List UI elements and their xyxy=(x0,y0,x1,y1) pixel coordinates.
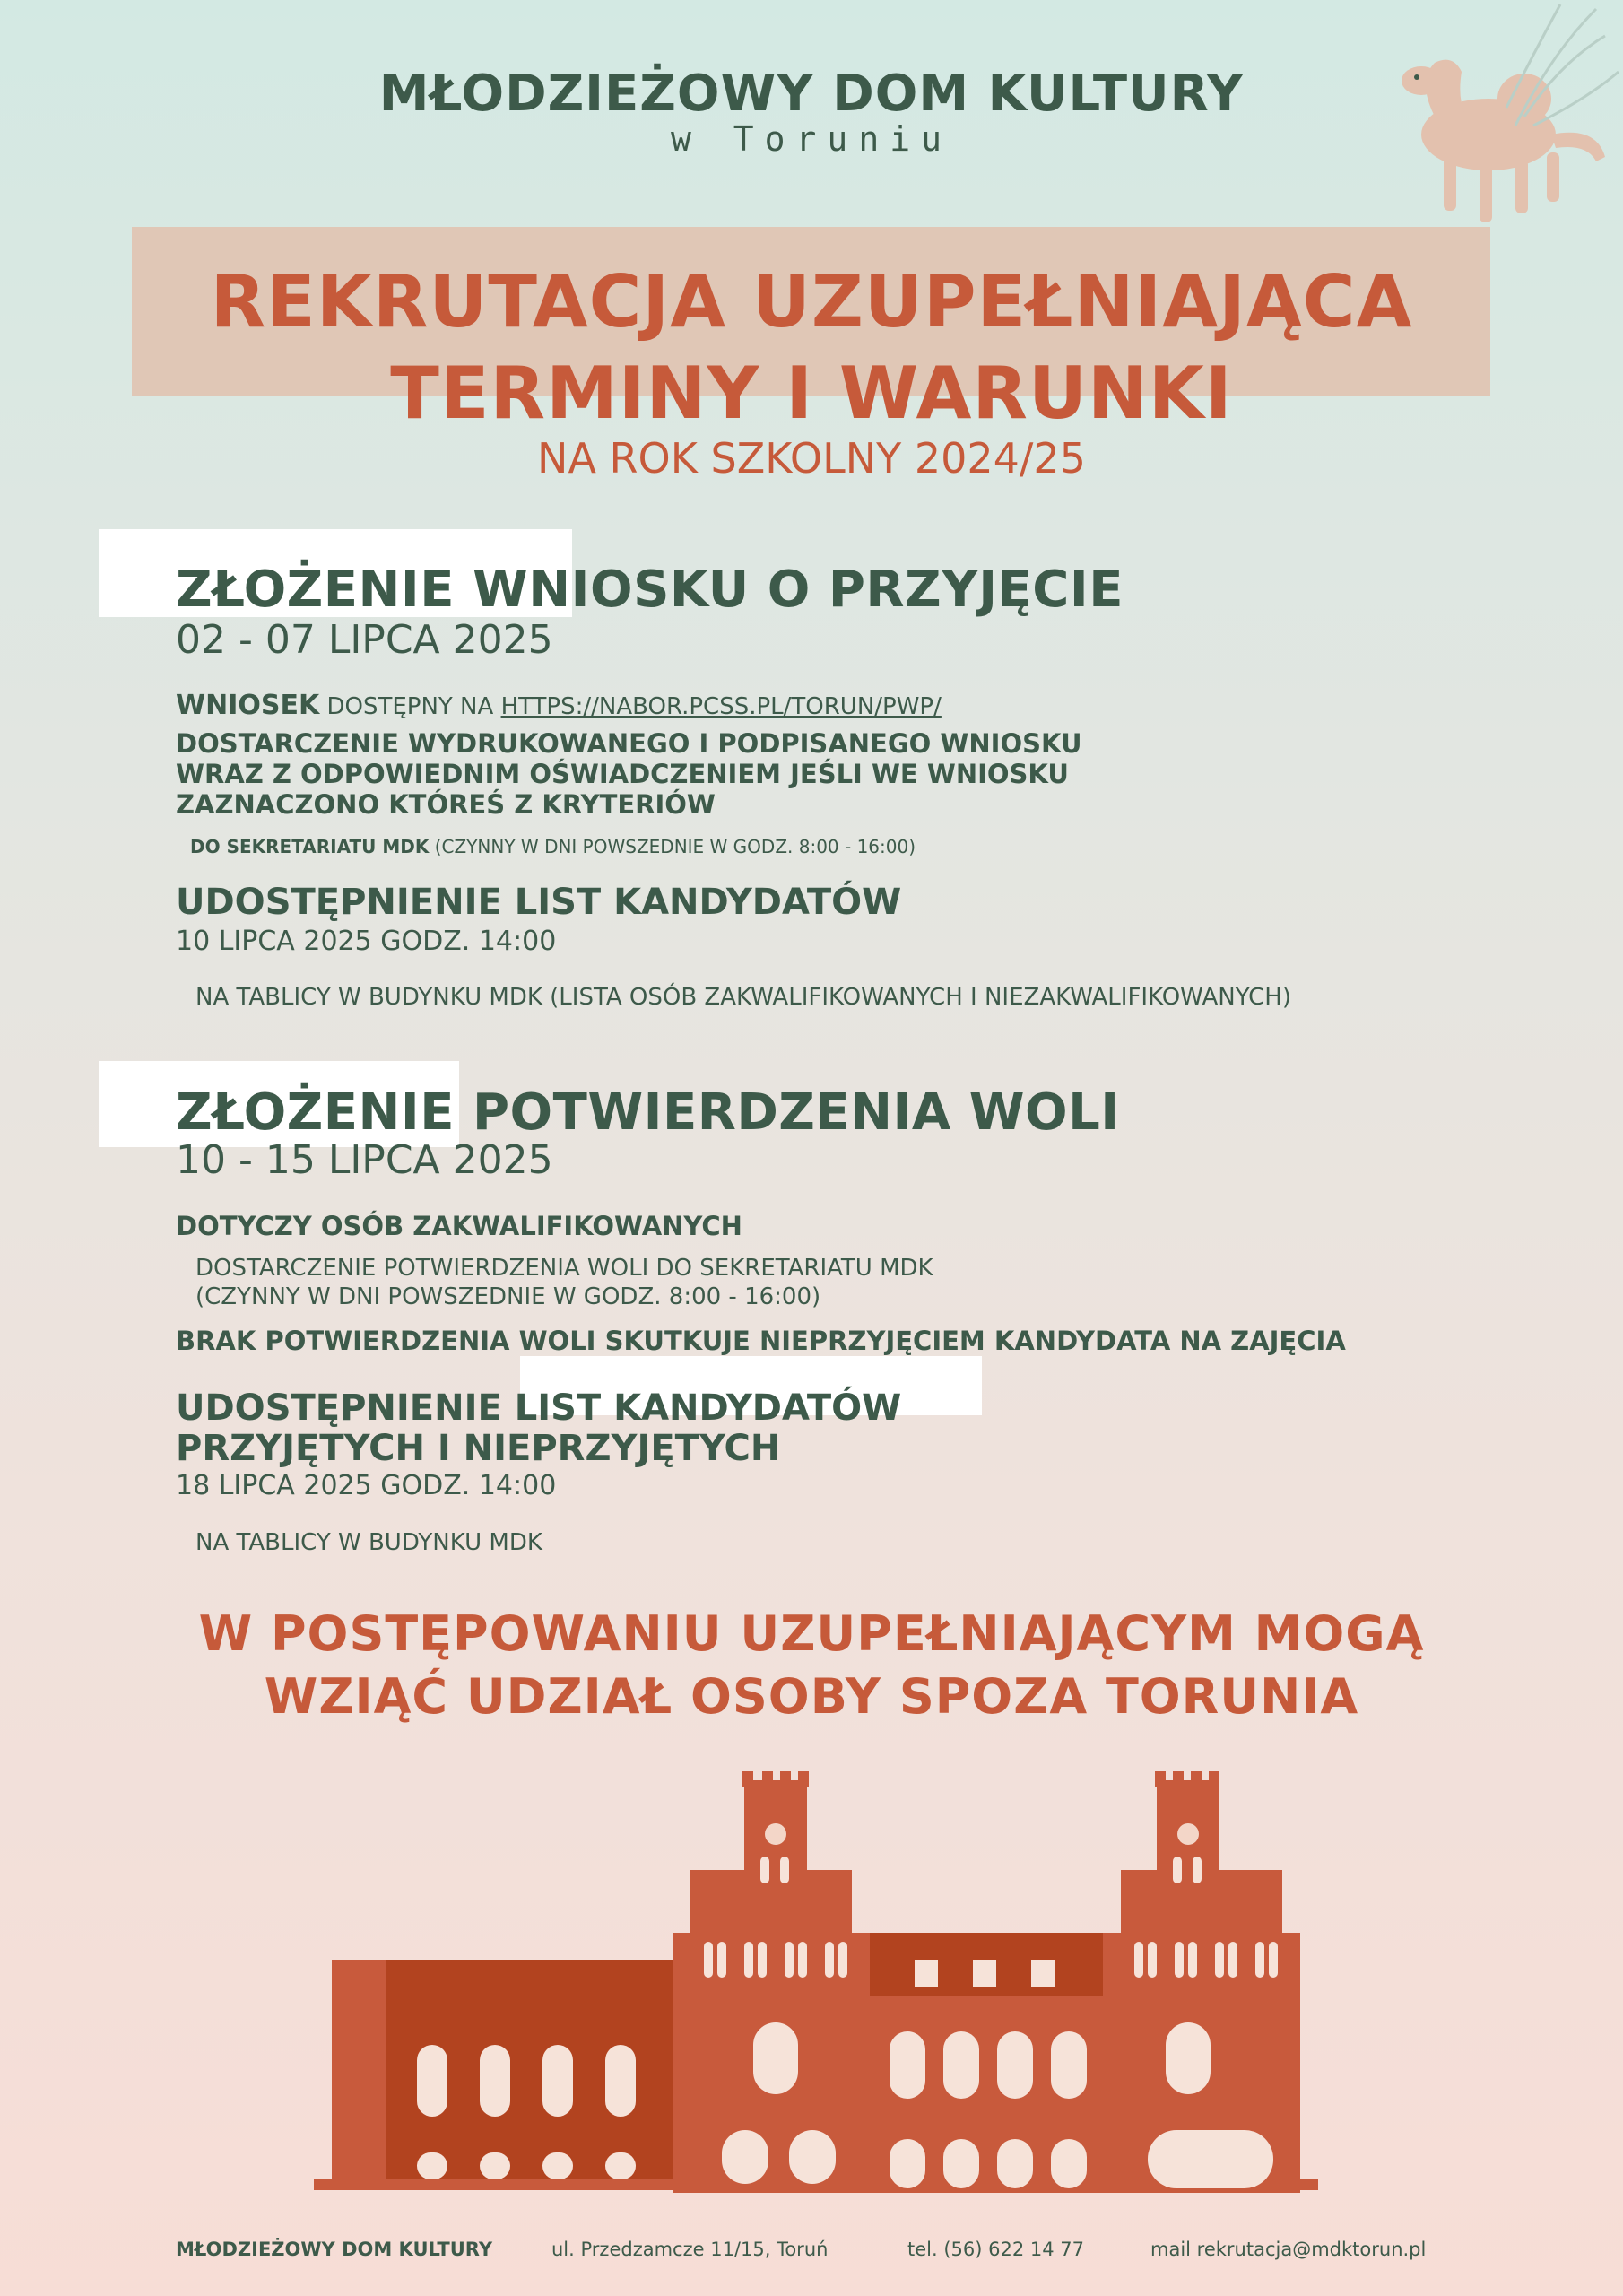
secretariat-bold: DO SEKRETARIATU MDK xyxy=(190,836,430,857)
section2-delivery-1: DOSTARCZENIE POTWIERDZENIA WOLI DO SEKRETARIATU MDK xyxy=(195,1255,933,1282)
section1-heading: ZŁOŻENIE WNIOSKU O PRZYJĘCIE xyxy=(176,561,1124,619)
wniosek-line xyxy=(176,691,942,721)
wniosek-label: WNIOSEK xyxy=(176,690,320,721)
section2-lists-heading-1: UDOSTĘPNIENIE LIST KANDYDATÓW xyxy=(176,1387,902,1429)
section2-lists-heading-2: PRZYJĘTYCH I NIEPRZYJĘTYCH xyxy=(176,1428,781,1469)
org-name: MŁODZIEŻOWY DOM KULTURY xyxy=(378,65,1245,123)
warning-line: BRAK POTWIERDZENIA WOLI SKUTKUJE NIEPRZYJĘCIEM KANDYDATA NA ZAJĘCIA xyxy=(176,1326,1346,1356)
title-line-1: REKRUTACJA UZUPEŁNIAJĄCA xyxy=(210,260,1413,344)
section1-lists-note: NA TABLICY W BUDYNKU MDK (LISTA OSÓB ZAKWALIFIKOWANYCH I NIEZAKWALIFIKOWANYCH) xyxy=(195,984,1291,1011)
footer-address: ul. Przedzamcze 11/15, Toruń xyxy=(551,2239,829,2260)
closing-line-2: WZIĄĆ UDZIAŁ OSOBY SPOZA TORUNIA xyxy=(264,1668,1359,1725)
footer-mail[interactable]: mail rekrutacja@mdktorun.pl xyxy=(1150,2239,1427,2260)
title-line-2: TERMINY I WARUNKI xyxy=(390,352,1233,435)
secretariat-hours: (CZYNNY W DNI POWSZEDNIE W GODZ. 8:00 - 16:00) xyxy=(429,836,916,857)
camel-mascot-illustration xyxy=(1381,0,1623,260)
section1-lists-heading: UDOSTĘPNIENIE LIST KANDYDATÓW xyxy=(176,882,902,923)
section2-lists-date: 18 LIPCA 2025 GODZ. 14:00 xyxy=(176,1470,557,1501)
delivery-line-2: WRAZ Z ODPOWIEDNIM OŚWIADCZENIEM JEŚLI WE WNIOSKU xyxy=(176,759,1069,789)
delivery-line-3: ZAZNACZONO KTÓREŚ Z KRYTERIÓW xyxy=(176,789,716,820)
footer-phone: tel. (56) 622 14 77 xyxy=(907,2239,1084,2260)
wniosek-text: DOSTĘPNY NA xyxy=(319,693,501,720)
school-year: NA ROK SZKOLNY 2024/25 xyxy=(537,434,1086,483)
secretariat-line xyxy=(190,836,916,857)
section1-date: 02 - 07 LIPCA 2025 xyxy=(176,617,553,663)
mdk-building-illustration xyxy=(305,1771,1318,2229)
footer-org: MŁODZIEŻOWY DOM KULTURY xyxy=(176,2239,493,2260)
application-link[interactable]: HTTPS://NABOR.PCSS.PL/TORUN/PWP/ xyxy=(500,693,942,720)
closing-line-1: W POSTĘPOWANIU UZUPEŁNIAJĄCYM MOGĄ xyxy=(198,1605,1425,1662)
org-city: w Toruniu xyxy=(671,119,952,159)
section1-lists-date: 10 LIPCA 2025 GODZ. 14:00 xyxy=(176,926,557,957)
section2-date: 10 - 15 LIPCA 2025 xyxy=(176,1137,553,1183)
delivery-line-1: DOSTARCZENIE WYDRUKOWANEGO I PODPISANEGO WNIOSKU xyxy=(176,728,1082,759)
section2-delivery-2: (CZYNNY W DNI POWSZEDNIE W GODZ. 8:00 - 16:00) xyxy=(195,1283,821,1310)
section2-heading: ZŁOŻENIE POTWIERDZENIA WOLI xyxy=(176,1083,1120,1142)
concerns-line: DOTYCZY OSÓB ZAKWALIFIKOWANYCH xyxy=(176,1211,742,1241)
section2-lists-note: NA TABLICY W BUDYNKU MDK xyxy=(195,1529,542,1556)
